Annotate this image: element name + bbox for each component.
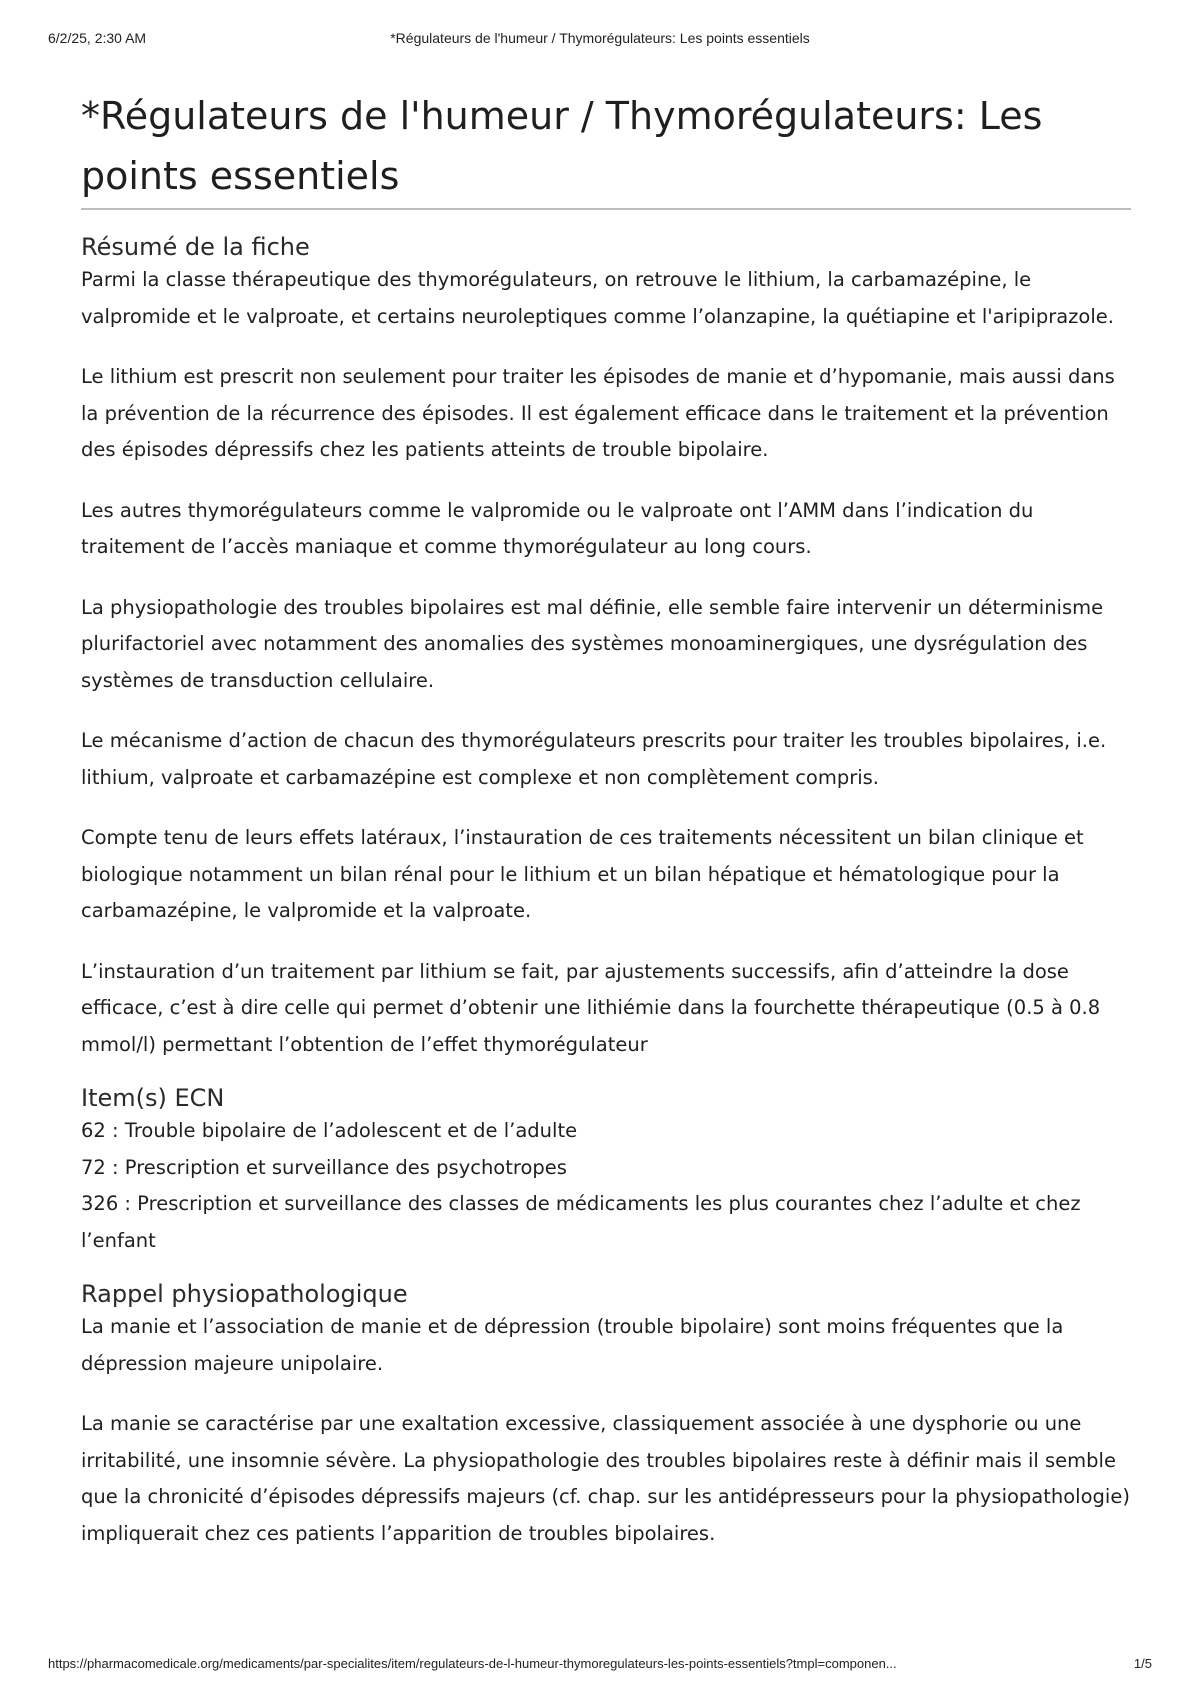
paragraph: Les autres thymorégulateurs comme le valpromide ou le valproate ont l’AMM dans l’indication du traitement de l’accès maniaque et comme thymorégulateur au long cours. (81, 498, 1034, 558)
section-heading: Résumé de la fiche (81, 233, 310, 261)
paragraph: La manie se caractérise par une exaltation excessive, classiquement associée à une dysphorie ou une irritabilité, une insomnie sévère. La physiopathologie des troubles bipolaires reste à définir mais il semble que la chronicité d’épisodes dépressifs majeurs (cf. chap. sur les antidépresseurs pour la physiopathologie) impliquerait chez ces patients l’apparition de troubles bipolaires. (81, 1412, 1130, 1545)
paragraph: L’instauration d’un traitement par lithium se fait, par ajustements successifs, afin d’atteindre la dose efficace, c’est à dire celle qui permet d’obtenir une lithiémie dans la fourchette thérapeutique (0.5 à 0.8 mmol/l) permettant l’obtention de l’effet thymorégulateur (81, 959, 1101, 1056)
print-document-title: *Régulateurs de l'humeur / Thymorégulateurs: Les points essentiels (390, 30, 810, 46)
page-number: 1/5 (1133, 1656, 1152, 1671)
paragraph: Compte tenu de leurs effets latéraux, l’instauration de ces traitements nécessitent un bilan clinique et biologique notamment un bilan rénal pour le lithium et un bilan hépatique et hématologique pour la carbamazépine, le valpromide et la valproate. (81, 826, 1084, 922)
print-url: https://pharmacomedicale.org/medicaments/par-specialites/item/regulateurs-de-l-humeur-thymoregulateurs-les-points-essentiels?tmpl=componen... (48, 1656, 897, 1671)
paragraph: Parmi la classe thérapeutique des thymorégulateurs, on retrouve le lithium, la carbamazépine, le valpromide et le valproate, et certains neuroleptiques comme l’olanzapine, la quétiapine et l'aripiprazole. (81, 268, 1114, 328)
section-resume (81, 232, 1131, 1063)
article-content (81, 86, 1131, 1552)
print-datetime: 6/2/25, 2:30 AM (48, 30, 147, 46)
section-heading: Item(s) ECN (81, 1084, 225, 1112)
section-heading: Rappel physiopathologique (81, 1280, 408, 1308)
section-rappel-physiopathologique (81, 1279, 1131, 1552)
paragraph: La physiopathologie des troubles bipolaires est mal définie, elle semble faire intervenir un déterminisme plurifactoriel avec notamment des anomalies des systèmes monoaminergiques, une dysrégulation des systèmes de transduction cellulaire. (81, 595, 1104, 692)
ecn-item: 62 : Trouble bipolaire de l’adolescent et de l’adulte (81, 1119, 578, 1142)
paragraph: Le mécanisme d’action de chacun des thymorégulateurs prescrits pour traiter les troubles bipolaires, i.e. lithium, valproate et carbamazépine est complexe et non complètement compris. (81, 729, 1107, 789)
page-title: *Régulateurs de l'humeur / Thymorégulateurs: Les points essentiels (81, 86, 1131, 210)
ecn-item: 326 : Prescription et surveillance des classes de médicaments les plus courantes chez l’adulte et chez l’enfant (81, 1192, 1081, 1252)
ecn-item: 72 : Prescription et surveillance des psychotropes (81, 1155, 567, 1179)
print-header (48, 30, 1152, 52)
paragraph: La manie et l’association de manie et de dépression (trouble bipolaire) sont moins fréquentes que la dépression majeure unipolaire. (81, 1315, 1064, 1375)
print-footer (48, 1656, 1152, 1676)
section-items-ecn (81, 1083, 1131, 1259)
paragraph: Le lithium est prescrit non seulement pour traiter les épisodes de manie et d’hypomanie, mais aussi dans la prévention de la récurrence des épisodes. Il est également efficace dans le traitement et la prévention des épisodes dépressifs chez les patients atteints de trouble bipolaire. (81, 365, 1115, 461)
